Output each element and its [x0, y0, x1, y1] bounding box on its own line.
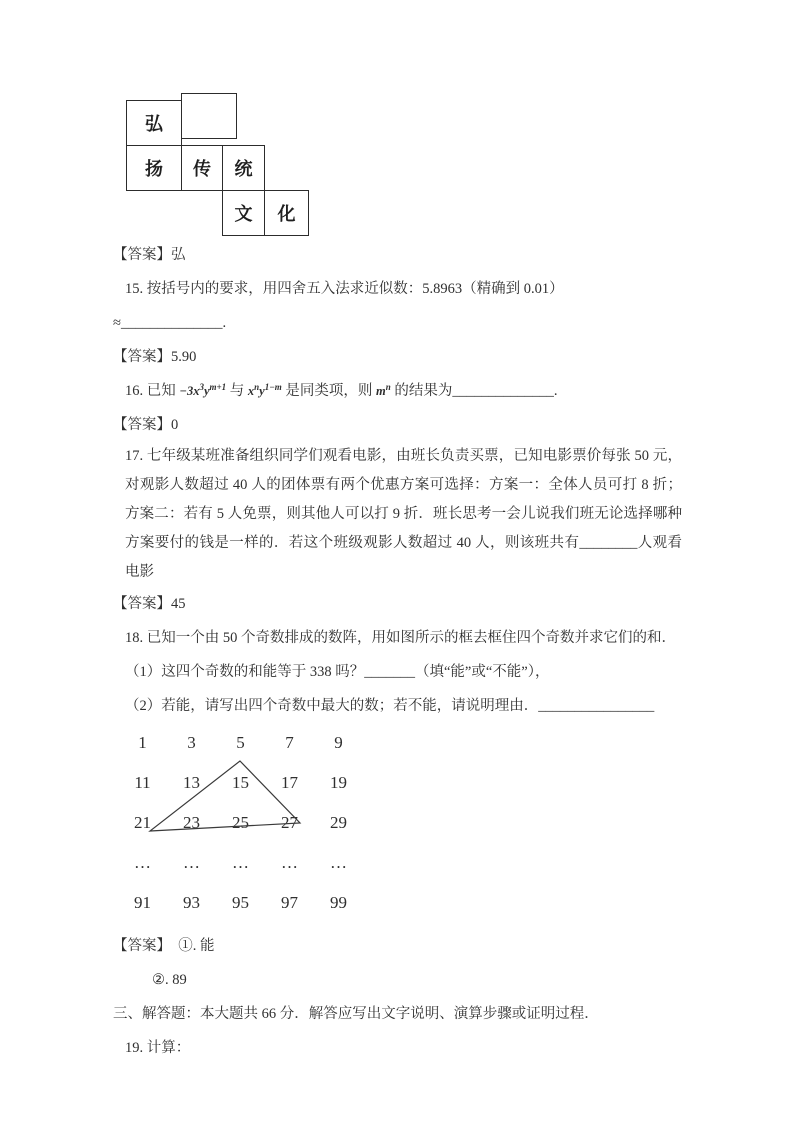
grid-ellipsis: …: [232, 853, 249, 872]
q16-term1-exp1: 3: [199, 381, 204, 392]
q16-mid-text: 是同类项，则: [285, 383, 376, 399]
puzzle-cell-wen: 文: [222, 190, 265, 236]
grid-ellipsis: …: [330, 853, 347, 872]
grid-number: 93: [183, 893, 200, 912]
q18-answer-line-2: [152, 963, 682, 997]
grid-number: 27: [281, 813, 298, 832]
q15-answer-value: 5.90: [171, 349, 197, 365]
q15-blank-line: [113, 306, 682, 340]
q18-answer2-value: 89: [172, 972, 187, 988]
grid-number: 7: [285, 733, 294, 752]
grid-row-3: [118, 803, 378, 843]
character-puzzle-figure: [126, 93, 682, 238]
q14-answer-line: [113, 238, 682, 272]
puzzle-cell-yang: 扬: [126, 145, 182, 191]
q16-suffix: 的结果为: [394, 383, 453, 399]
q16-term3-base: m: [375, 384, 386, 398]
grid-row-1: [118, 723, 378, 763]
q16-prefix: 16. 已知: [125, 383, 176, 399]
q16-term1-base1: −3x: [179, 384, 200, 398]
grid-number: 3: [187, 733, 196, 752]
q15-stem: 15. 按括号内的要求，用四舍五入法求近似数：5.8963（精确到 0.01）: [125, 281, 564, 297]
grid-number: 91: [134, 893, 151, 912]
grid-number: 5: [236, 733, 245, 752]
q18-part2: （2）若能，请写出四个奇数中最大的数；若不能，请说明理由．________________: [125, 698, 655, 714]
q14-answer-value: 弘: [171, 247, 186, 263]
q16-term1-base2: y: [203, 384, 210, 398]
q15-blank: ______________: [120, 315, 223, 331]
answer-label: 【答案】: [113, 247, 171, 263]
grid-number: 9: [334, 733, 343, 752]
q16-term2-base2: y: [259, 384, 265, 398]
q18-stem: 18. 已知一个由 50 个奇数排成的数阵，用如图所示的框去框住四个奇数并求它们的和．: [125, 630, 676, 646]
q16-term2-exp2: 1−m: [264, 381, 282, 392]
grid-number: 23: [183, 813, 200, 832]
grid-number: 17: [281, 773, 298, 792]
answer-label: 【答案】: [113, 349, 171, 365]
q16-term2: [247, 381, 282, 398]
q18-answer1-value: 能: [200, 938, 215, 954]
q17-answer-value: 45: [171, 596, 186, 612]
answer-label: 【答案】: [113, 596, 171, 612]
grid-number: 95: [232, 893, 249, 912]
q16-blank: ______________: [452, 383, 554, 399]
q16-stem: [125, 374, 682, 408]
grid-number: 29: [330, 813, 347, 832]
puzzle-cell-empty: [181, 93, 237, 139]
puzzle-cell-tong: 统: [222, 145, 265, 191]
puzzle-cell-hong: 弘: [126, 100, 182, 146]
q17-stem: 17. 七年级某班准备组织同学们观看电影，由班长负责买票，已知电影票价每张 50 元，对观影人数超过 40 人的团体票有两个优惠方案可选择：方案一：全体人员可打 8 折；方案二：若有 5 人免票，则其他人可以打 9 折．班长思考一会儿说我们班无论选择哪种方案要付的钱是一样的．若这个班级观影人数超过 40 人，则该班共有________人观看电影: [125, 448, 682, 580]
q16-answer-value: 0: [171, 417, 179, 433]
answer-label: 【答案】: [113, 417, 171, 433]
grid-row-2: [118, 763, 378, 803]
grid-number: 21: [134, 813, 151, 832]
grid-number: 11: [134, 773, 151, 792]
odd-number-grid: [118, 723, 378, 923]
q15-approx-sign: ≈: [113, 315, 121, 331]
q19-stem: 19. 计算：: [125, 1040, 191, 1056]
grid-number: 97: [281, 893, 298, 912]
section3-header: 三、解答题：本大题共 66 分．解答应写出文字说明、演算步骤或证明过程．: [113, 1006, 599, 1022]
q16-period: .: [553, 383, 558, 399]
q15-period: .: [222, 315, 227, 331]
q18-answer1-num: ①.: [178, 938, 197, 954]
grid-number: 13: [183, 773, 200, 792]
q16-term1: [179, 381, 227, 398]
q16-term3-exp: n: [385, 381, 391, 392]
q16-term3: [375, 381, 391, 398]
grid-number: 25: [232, 813, 249, 832]
grid-number: 99: [330, 893, 347, 912]
q17-answer-line: [113, 587, 682, 621]
q18-answer-line-1: [113, 929, 682, 963]
answer-label: 【答案】: [113, 938, 171, 954]
q16-conjunction: 与: [229, 383, 248, 399]
q16-term1-exp2: m+1: [209, 381, 227, 392]
grid-number: 1: [138, 733, 147, 752]
puzzle-cell-hua: 化: [264, 190, 309, 236]
q18-answer2-num: ②.: [152, 972, 169, 988]
q16-answer-line: [113, 408, 682, 442]
grid-ellipsis: …: [183, 853, 200, 872]
grid-number: 15: [232, 773, 249, 792]
q15-answer-line: [113, 340, 682, 374]
grid-ellipsis: …: [134, 853, 151, 872]
q16-term2-exp1: n: [254, 381, 260, 392]
grid-ellipsis: …: [281, 853, 298, 872]
puzzle-cell-chuan: 传: [181, 145, 223, 191]
q18-part1: （1）这四个奇数的和能等于 338 吗？_______（填“能”或“不能”），: [125, 664, 550, 680]
grid-number: 19: [330, 773, 347, 792]
grid-row-ellipsis: [118, 843, 378, 883]
q16-term2-base1: x: [247, 384, 255, 398]
grid-row-5: [118, 883, 378, 923]
